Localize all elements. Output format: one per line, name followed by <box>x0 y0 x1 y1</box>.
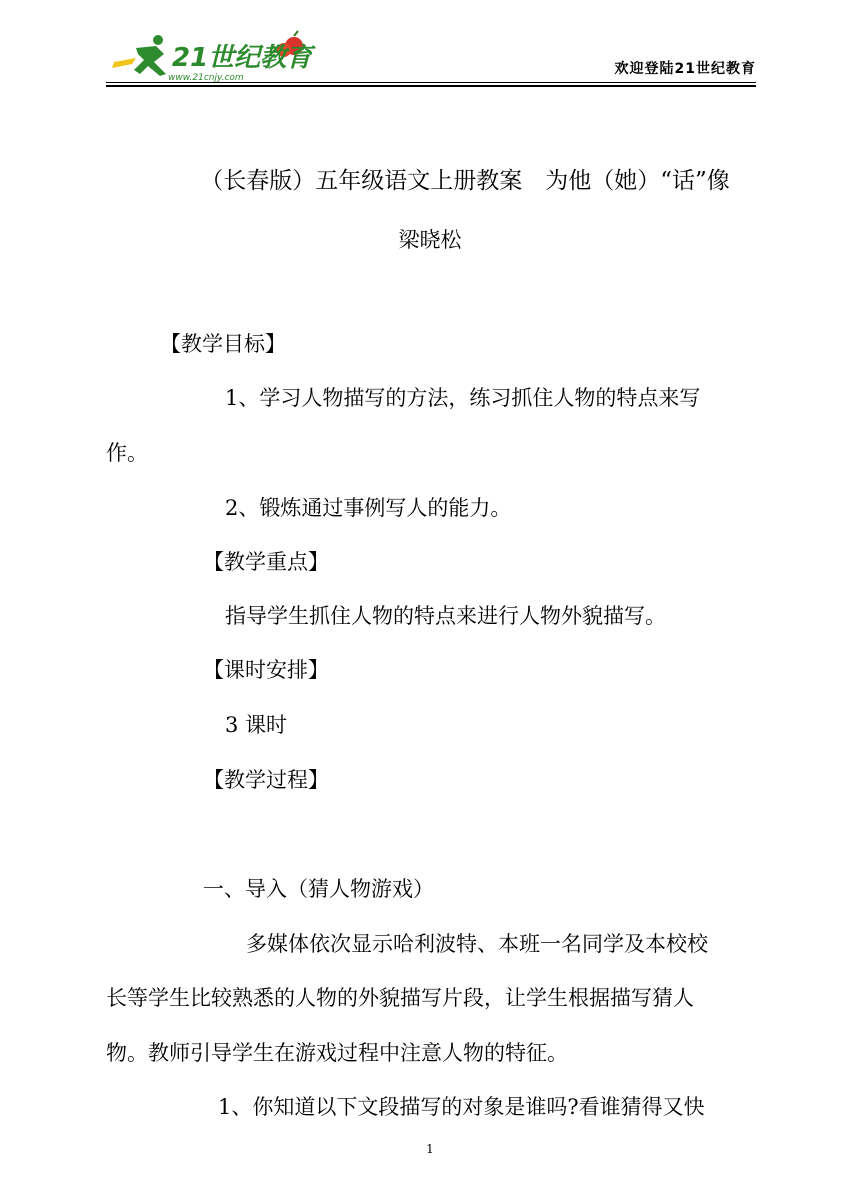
part1-para-line1: 多媒体依次显示哈利波特、本班一名同学及本校校 <box>246 932 708 956</box>
schedule-heading: 【课时安排】 <box>203 658 329 682</box>
document-title <box>0 162 860 195</box>
part1-item1: 1、你知道以下文段描写的对象是谁吗?看谁猜得又快 <box>218 1095 705 1119</box>
header-rule-thin <box>106 82 756 83</box>
logo-graphic <box>106 28 326 84</box>
document-author: 梁晓松 <box>398 228 462 252</box>
schedule-text: 3 课时 <box>225 713 288 737</box>
part1-para-line3: 物。教师引导学生在游戏过程中注意人物的特征。 <box>106 1041 568 1065</box>
process-heading: 【教学过程】 <box>203 768 329 792</box>
key-points-heading: 【教学重点】 <box>203 550 329 574</box>
header-welcome-text: 欢迎登陆21世纪教育 <box>614 61 756 77</box>
logo-21cnjy <box>106 28 326 84</box>
key-points-text: 指导学生抓住人物的特点来进行人物外貌描写。 <box>225 604 666 628</box>
page-number: 1 <box>426 1142 434 1156</box>
logo-url: www.21cnjy.com <box>168 73 244 83</box>
objective-2: 2、锻炼通过事例写人的能力。 <box>225 496 512 520</box>
document-title-text: （长春版）五年级语文上册教案 为他（她）“话”像 <box>200 168 730 194</box>
objective-1-line2: 作。 <box>106 441 148 465</box>
objectives-heading: 【教学目标】 <box>160 332 286 356</box>
logo-text: 21世纪教育 <box>172 43 313 73</box>
part1-para-line2: 长等学生比较熟悉的人物的外貌描写片段，让学生根据描写猜人 <box>106 986 694 1010</box>
objective-1-line1: 1、学习人物描写的方法，练习抓住人物的特点来写 <box>225 386 701 410</box>
header-rule-thick <box>106 85 756 87</box>
page-header <box>106 28 756 84</box>
part1-heading: 一、导入（猜人物游戏） <box>203 877 434 901</box>
